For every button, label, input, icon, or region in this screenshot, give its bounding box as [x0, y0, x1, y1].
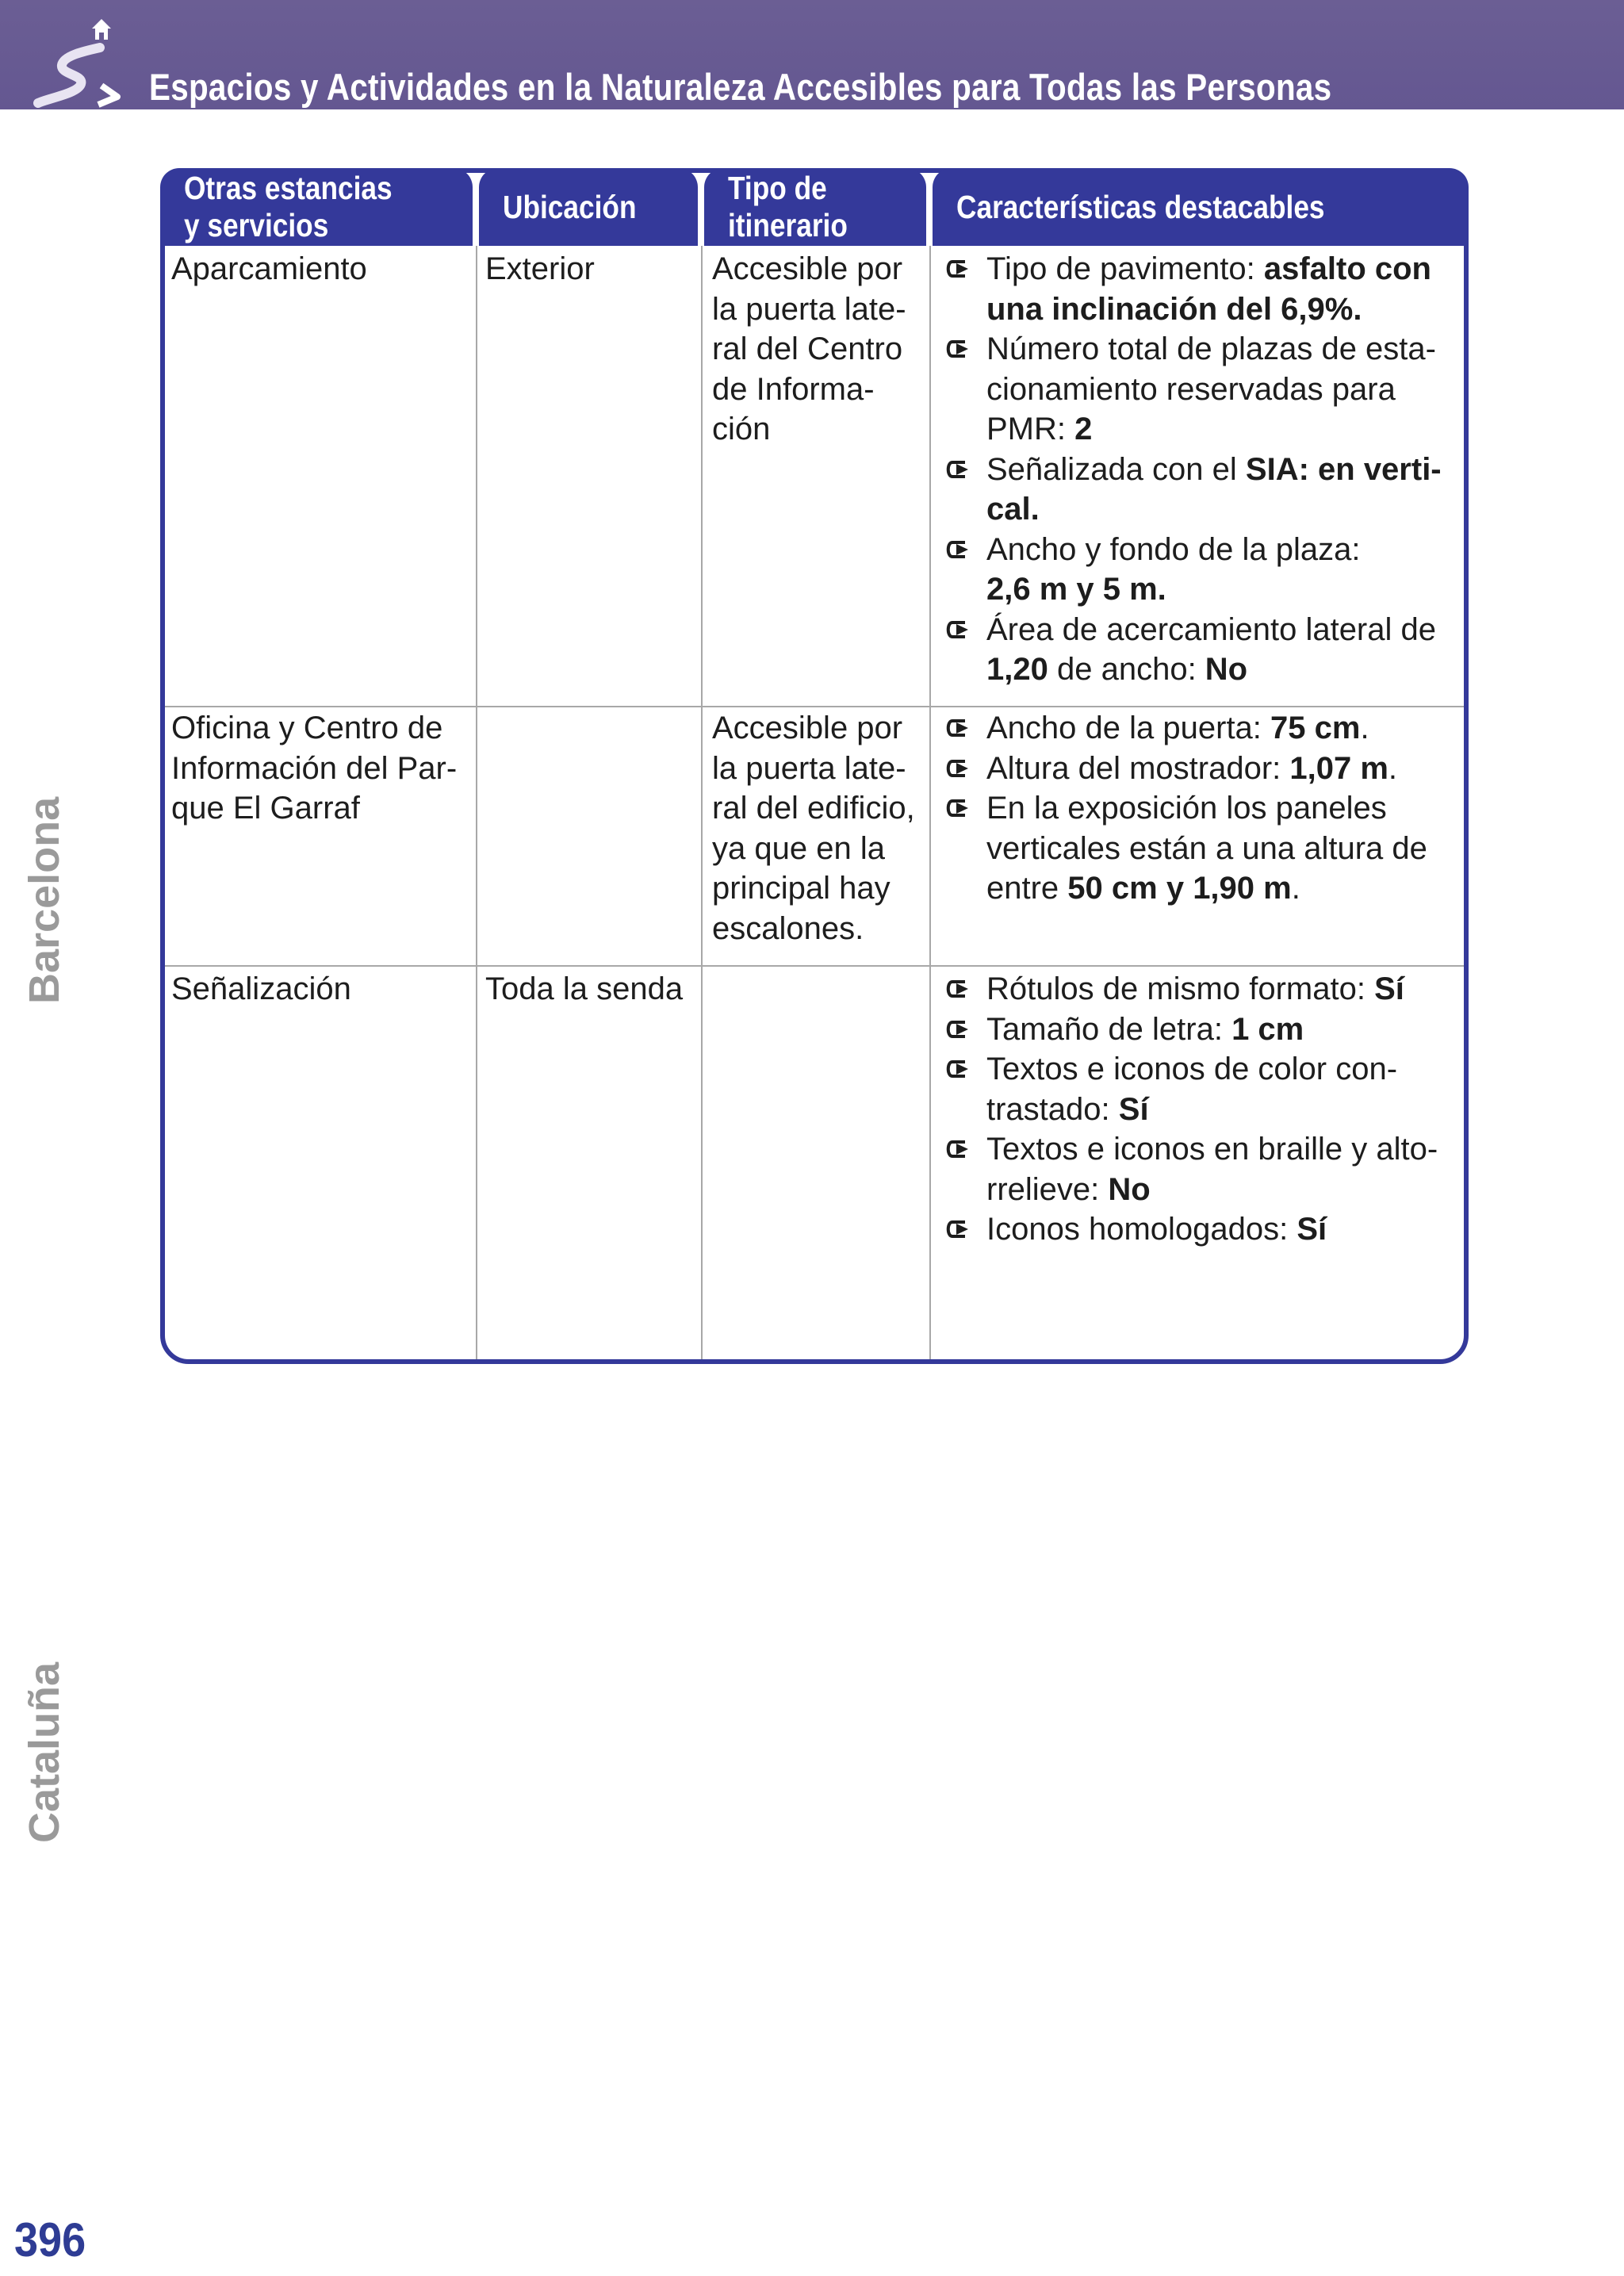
- feature-value: No: [1205, 652, 1248, 687]
- feature-text: rrelieve:: [986, 1171, 1109, 1207]
- feature-item: [944, 1049, 1459, 1129]
- feature-text: trastado:: [986, 1091, 1119, 1127]
- arrow-bullet-icon: [944, 332, 971, 367]
- feature-value: 50 cm y 1,90 m: [1067, 871, 1292, 906]
- feature-item: [944, 708, 1459, 749]
- feature-item: [944, 249, 1459, 329]
- feature-text: Altura del mostrador:: [986, 750, 1290, 786]
- arrow-bullet-icon: [944, 1213, 971, 1247]
- cell-text-line: ción: [712, 412, 771, 446]
- feature-text: .: [1291, 871, 1300, 906]
- feature-text: Número total de plazas de esta-: [986, 331, 1436, 366]
- feature-item: [944, 329, 1459, 450]
- side-label-region: Cataluña: [21, 1661, 68, 1844]
- feature-text: .: [1360, 711, 1369, 745]
- cell-text-line: Señalización: [171, 971, 351, 1006]
- document-title: Espacios y Actividades en la Naturaleza Accesibles para Todas las Personas: [149, 66, 1332, 108]
- column-header-line: Otras estancias: [184, 170, 393, 206]
- cell-text-line: ya que en la: [712, 830, 885, 866]
- feature-text: de ancho:: [1048, 652, 1205, 687]
- arrow-bullet-icon: [944, 972, 971, 1007]
- column-header-caracteristicas: [933, 168, 1469, 246]
- arrow-bullet-icon: [944, 791, 971, 826]
- feature-text: Ancho de la puerta:: [986, 711, 1271, 745]
- cell-estancia: [171, 249, 473, 289]
- feature-text: entre: [986, 871, 1068, 906]
- top-banner: [0, 0, 1624, 109]
- arrow-bullet-icon: [944, 533, 971, 568]
- cell-estancia: [171, 969, 473, 1010]
- arrow-bullet-icon: [944, 453, 971, 488]
- column-header-ubicacion: [479, 168, 698, 246]
- arrow-bullet-icon: [944, 1132, 971, 1167]
- feature-text: Tipo de pavimento:: [986, 251, 1264, 286]
- cell-text-line: ral del Centro: [712, 331, 903, 366]
- cell-itinerario: [712, 249, 928, 450]
- feature-item: [944, 788, 1459, 909]
- feature-text: Tamaño de letra:: [986, 1011, 1232, 1047]
- feature-item: [944, 969, 1459, 1010]
- row-divider: [165, 965, 1464, 967]
- feature-list: [944, 249, 1459, 690]
- feature-value: 1 cm: [1231, 1011, 1304, 1047]
- feature-text: Ancho y fondo de la plaza:: [986, 531, 1361, 567]
- feature-value: 1,07 m: [1289, 750, 1388, 786]
- column-header-line: Características destacables: [956, 188, 1325, 225]
- cell-text-line: Toda la senda: [485, 971, 684, 1006]
- feature-list: [944, 969, 1459, 1250]
- column-header-estancias: [160, 168, 473, 246]
- feature-text: En la exposición los paneles: [986, 791, 1387, 826]
- cell-ubicacion: [485, 969, 699, 1010]
- feature-value: Sí: [1297, 1212, 1327, 1247]
- arrow-bullet-icon: [944, 1052, 971, 1087]
- cell-text-line: la puerta late-: [712, 291, 906, 327]
- cell-itinerario: [712, 708, 928, 948]
- feature-text: Señalizada con el: [986, 451, 1246, 487]
- cell-text-line: escalones.: [712, 910, 864, 946]
- page-number: 396: [14, 2213, 86, 2266]
- cell-estancia: [171, 708, 473, 829]
- feature-text: verticales están a una altura de: [986, 830, 1427, 866]
- column-header-line: itinerario: [728, 207, 848, 243]
- arrow-bullet-icon: [944, 613, 971, 648]
- side-label-province: Barcelona: [21, 796, 68, 1004]
- column-header-line: y servicios: [184, 207, 329, 243]
- feature-item: [944, 450, 1459, 530]
- column-divider: [701, 246, 703, 1359]
- cell-caracteristicas: [944, 249, 1459, 690]
- feature-value: Sí: [1374, 971, 1404, 1006]
- arrow-bullet-icon: [944, 752, 971, 787]
- cell-text-line: Accesible por: [712, 251, 903, 286]
- column-header-itinerario: [704, 168, 926, 246]
- feature-value: SIA: en verti-: [1245, 451, 1442, 487]
- feature-text: Iconos homologados:: [986, 1212, 1297, 1247]
- cell-text-line: Información del Par-: [171, 750, 458, 786]
- feature-text: Rótulos de mismo formato:: [986, 971, 1375, 1006]
- home-path-logo-icon[interactable]: [24, 11, 135, 109]
- arrow-bullet-icon: [944, 711, 971, 746]
- feature-item: [944, 610, 1459, 690]
- column-divider: [929, 246, 931, 1359]
- feature-item: [944, 530, 1459, 610]
- cell-text-line: Exterior: [485, 251, 595, 286]
- column-header-line: Ubicación: [503, 188, 637, 225]
- feature-text: PMR:: [986, 412, 1075, 446]
- feature-text: Área de acercamiento lateral de: [986, 611, 1436, 647]
- feature-text: Textos e iconos de color con-: [986, 1052, 1398, 1086]
- feature-value: 75 cm: [1270, 711, 1361, 745]
- feature-value: 1,20: [986, 652, 1048, 687]
- feature-text: Textos e iconos en braille y alto-: [986, 1132, 1438, 1167]
- arrow-bullet-icon: [944, 1013, 971, 1048]
- feature-value: cal.: [986, 492, 1040, 527]
- feature-text: cionamiento reservadas para: [986, 371, 1396, 407]
- feature-value: asfalto con: [1263, 251, 1431, 286]
- feature-value: No: [1108, 1171, 1151, 1207]
- cell-text-line: principal hay: [712, 871, 891, 906]
- column-header-line: Tipo de: [728, 170, 827, 206]
- cell-text-line: de Informa-: [712, 371, 875, 407]
- feature-list: [944, 708, 1459, 909]
- cell-ubicacion: [485, 249, 699, 289]
- cell-caracteristicas: [944, 708, 1459, 909]
- cell-text-line: que El Garraf: [171, 791, 360, 826]
- arrow-bullet-icon: [944, 252, 971, 287]
- feature-value: una inclinación del 6,9%.: [986, 291, 1362, 327]
- cell-text-line: ral del edificio,: [712, 791, 915, 826]
- cell-text-line: la puerta late-: [712, 750, 906, 786]
- feature-value: 2: [1074, 412, 1093, 446]
- cell-text-line: Oficina y Centro de: [171, 711, 443, 745]
- feature-item: [944, 1129, 1459, 1209]
- cell-caracteristicas: [944, 969, 1459, 1250]
- feature-text: .: [1388, 750, 1398, 786]
- feature-item: [944, 749, 1459, 789]
- feature-value: Sí: [1118, 1091, 1149, 1127]
- feature-value: 2,6 m y 5 m.: [986, 572, 1166, 607]
- column-divider: [476, 246, 477, 1359]
- cell-text-line: Accesible por: [712, 711, 903, 745]
- cell-text-line: Aparcamiento: [171, 251, 367, 286]
- feature-item: [944, 1010, 1459, 1050]
- row-divider: [165, 706, 1464, 707]
- feature-item: [944, 1209, 1459, 1250]
